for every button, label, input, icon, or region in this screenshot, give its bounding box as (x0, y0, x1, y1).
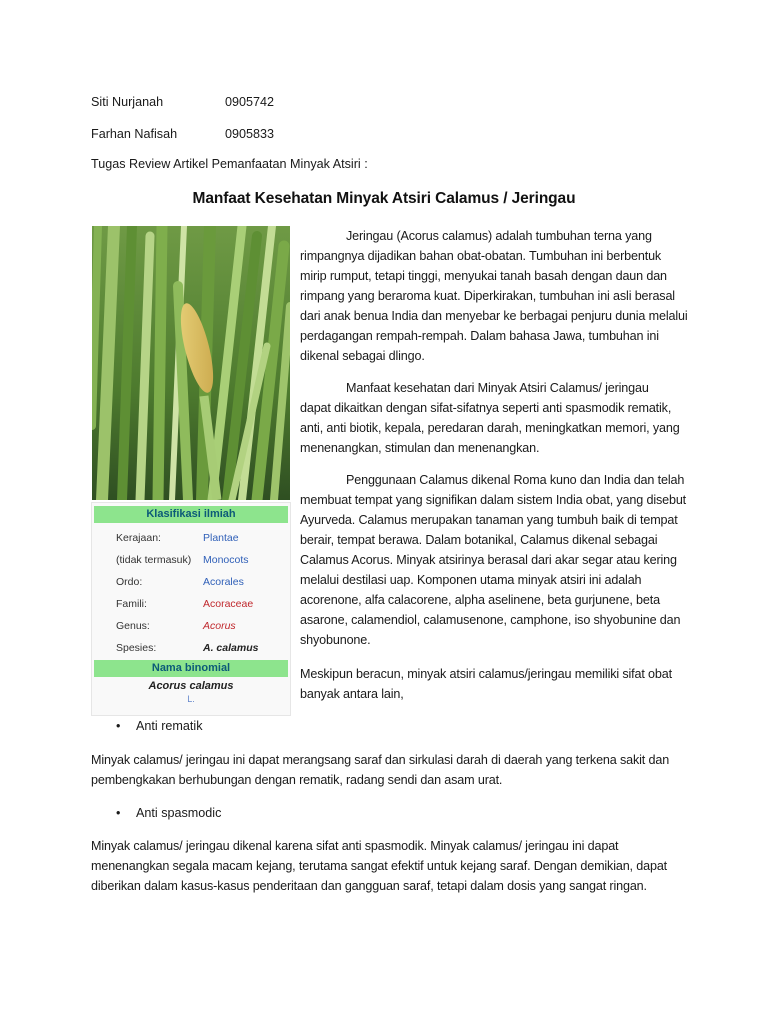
paragraph-history (300, 470, 690, 650)
document-title: Manfaat Kesehatan Minyak Atsiri Calamus / Jeringau (192, 190, 576, 207)
student-name: Siti Nurjanah (91, 95, 164, 109)
infobox-species: A. calamus (203, 642, 259, 654)
infobox-binomial-heading: Nama binomial (94, 660, 288, 677)
infobox-authority-link[interactable]: L. (187, 694, 195, 704)
paragraph-text: Penggunaan Calamus dikenal Roma kuno dan India dan telah membuat tempat yang signifikan dalam sistem India obat, yang disebut Ayurveda. Calamus merupakan tanaman yang tumbuh baik di tempat berair, tempat berawa. Dalam botanikal, Calamus dikenal sebagai Calamus Acorus. Minyak atsirinya berasal dari akar segar atau kering melalui destilasi uap. Komponen utama minyak atsiri ini adalah acorenone, alfa calacorene, alpha aselinene, beta gurjunene, beta asarone, calamendiol, calamusenone, camphone, iso shyobunine dan shyobunone. (300, 473, 687, 647)
paragraph-text: Jeringau (Acorus calamus) adalah tumbuhan terna yang rimpangnya dijadikan bahan obat-obatan. Tumbuhan ini berbentuk mirip rumput, tetapi tinggi, menyukai tanah basah dengan daun dan rimpang yang beraroma kuat. Diperkirakan, tumbuhan ini asli berasal dari anak benua India dan menyebar ke berbagai penjuru dunia melalui perdagangan rempah-rempah. Dalam bahasa Jawa, tumbuhan ini dikenal sebagai dlingo. (300, 229, 688, 363)
bullet-label: Anti spasmodic (136, 806, 222, 820)
infobox-key: Ordo: (116, 576, 143, 588)
benefit-description (91, 750, 681, 790)
infobox-row (92, 615, 290, 637)
infobox-heading: Klasifikasi ilmiah (94, 506, 288, 523)
infobox-row (92, 571, 290, 593)
paragraph-text: Manfaat kesehatan dari Minyak Atsiri Calamus/ jeringau dapat dikaitkan dengan sifat-sifatnya seperti anti spasmodik rematik, anti, anti biotik, kepala, peredaran darah, meningkatkan memori, yang menenangkan, stimulan dan menenangkan. (300, 381, 680, 455)
bullet-icon: • (116, 719, 121, 733)
infobox-key: Genus: (116, 620, 150, 632)
infobox-link-acorus[interactable]: Acorus (203, 620, 236, 632)
bullet-item (118, 719, 203, 733)
plant-photo (92, 226, 290, 500)
paragraph-medicinal (300, 664, 680, 704)
infobox-binomial: Acorus calamus (148, 680, 234, 692)
paragraph-intro (300, 226, 690, 366)
infobox-link-acoraceae[interactable]: Acoraceae (203, 598, 254, 610)
student-id: 0905833 (225, 127, 275, 141)
bullet-label: Anti rematik (136, 719, 203, 733)
infobox-link-monocots[interactable]: Monocots (203, 554, 249, 566)
student-row (91, 127, 274, 141)
infobox-row (92, 637, 290, 659)
infobox-link-acorales[interactable]: Acorales (203, 576, 244, 588)
benefit-description (91, 836, 686, 896)
paragraph-text: Minyak calamus/ jeringau dikenal karena sifat anti spasmodik. Minyak calamus/ jeringau ini dapat menenangkan segala macam kejang, terutama sangat efektif untuk kejang saraf. Dengan demikian, dapat diberikan dalam kasus-kasus penderitaan dan gangguan saraf, tetapi dalam dosis yang sangat ringan. (91, 839, 668, 893)
bullet-item (118, 806, 221, 820)
infobox-row (92, 593, 290, 615)
infobox-row (92, 549, 290, 571)
calamus-plant-image (92, 226, 290, 500)
infobox-key: Kerajaan: (116, 532, 161, 544)
paragraph-benefits (300, 378, 680, 458)
student-name: Farhan Nafisah (91, 127, 178, 141)
student-id: 0905742 (225, 95, 275, 109)
student-row (91, 95, 274, 109)
paragraph-text: Meskipun beracun, minyak atsiri calamus/jeringau memiliki sifat obat banyak antara lain, (300, 667, 672, 701)
infobox-link-plantae[interactable]: Plantae (203, 532, 239, 544)
bullet-icon: • (116, 806, 121, 820)
infobox-key: Famili: (116, 598, 147, 610)
infobox-key: Spesies: (116, 642, 157, 654)
paragraph-text: Minyak calamus/ jeringau ini dapat merangsang saraf dan sirkulasi darah di daerah yang terkena sakit dan pembengkakan berhubungan dengan rematik, radang sendi dan asam urat. (91, 753, 670, 787)
assignment-label: Tugas Review Artikel Pemanfaatan Minyak Atsiri : (91, 157, 368, 171)
infobox-row (92, 527, 290, 549)
taxonomy-infobox (91, 502, 291, 716)
infobox-key: (tidak termasuk) (116, 554, 192, 566)
